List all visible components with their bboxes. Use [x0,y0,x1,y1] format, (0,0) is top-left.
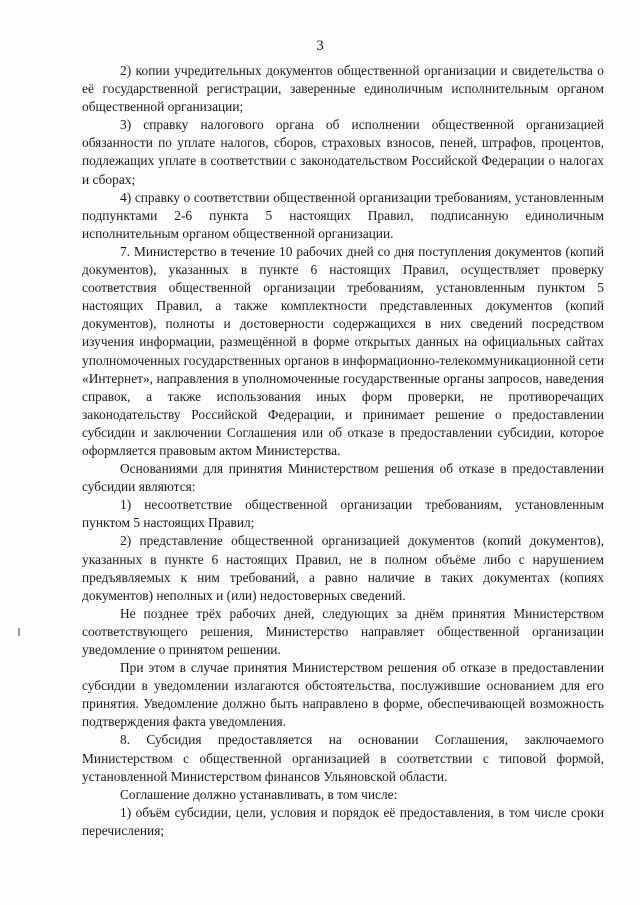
paragraph-clause-8: 8. Субсидия предоставляется на основании Соглашения, заключаемого Министерством с общественной организацией в соответствии с типовой формой, установленной Министерством финансов Ульяновской области. [82,732,604,784]
paragraph-item-2-copies: 2) копии учредительных документов общественной организации и свидетельства о её государственной регистрации, заверенные единоличным исполнительным органом общественной организации; [82,63,604,115]
paragraph-item-4-compliance-certificate: 4) справку о соответствии общественной организации требованиям, установленным подпунктами 2-6 пункта 5 настоящих Правил, подписанную единоличным исполнительным органом общественной организации. [82,189,604,241]
paragraph-agreement-item-1: 1) объём субсидии, цели, условия и порядок её предоставления, в том числе сроки перечисления; [82,804,604,838]
paragraph-ground-2: 2) представление общественной организацией документов (копий документов), указанных в пункте 6 настоящих Правил, не в полном объёме либо с нарушением предъявляемых к ним требований, а равно наличие в таких документах (копиях документов) неполных и (или) недостоверных сведений. [82,533,604,603]
paragraph-clause-7: 7. Министерство в течение 10 рабочих дней со дня поступления документов (копий документов), указанных в пункте 6 настоящих Правил, осуществляет проверку соответствия общественной организации требованиям, установленным пунктом 5 настоящих Правил, а также комплектности представленных документов (копий документов), полноты и достоверности содержащихся в них сведений посредством изучения информации, размещённой в форме открытых данных на официальных сайтах уполномоченных государственных органов в информационно-телекоммуникационной сети «Интернет», направления в уполномоченные государственные органы запросов, наведения справок, а также использования иных форм проверки, не противоречащих законодательству Российской Федерации, и принимает решение о предоставлении субсидии и заключении Соглашения или об отказе в предоставлении субсидии, которое оформляется правовым актом Министерства. [82,243,604,458]
paragraph-refusal-notice: При этом в случае принятия Министерством решения об отказе в предоставлении субсидии в уведомлении излагаются обстоятельства, послужившие основанием для его принятия. Уведомление должно быть направлено в форме, обеспечивающей возможность подтверждения факта уведомления. [82,660,604,730]
paragraph-ground-1: 1) несоответствие общественной организации требованиям, установленным пунктом 5 настоящих Правил; [82,497,604,531]
document-body [82,62,604,840]
paragraph-item-3-tax-certificate: 3) справку налогового органа об исполнении общественной организацией обязанности по уплате налогов, сборов, страховых взносов, пеней, штрафов, процентов, подлежащих уплате в соответствии с законодательством Российской Федерации о налогах и сборах; [82,117,604,187]
paragraph-refusal-grounds: Основаниями для принятия Министерством решения об отказе в предоставлении субсидии являются: [82,461,604,495]
page-number: 3 [316,38,324,54]
paragraph-notification-deadline: Не позднее трёх рабочих дней, следующих за днём принятия Министерством соответствующего решения, Министерство направляет общественной организации уведомление о принятом решении. [82,605,604,657]
paragraph-agreement-terms: Соглашение должно устанавливать, в том числе: [120,786,398,802]
scan-margin-mark [18,628,20,636]
